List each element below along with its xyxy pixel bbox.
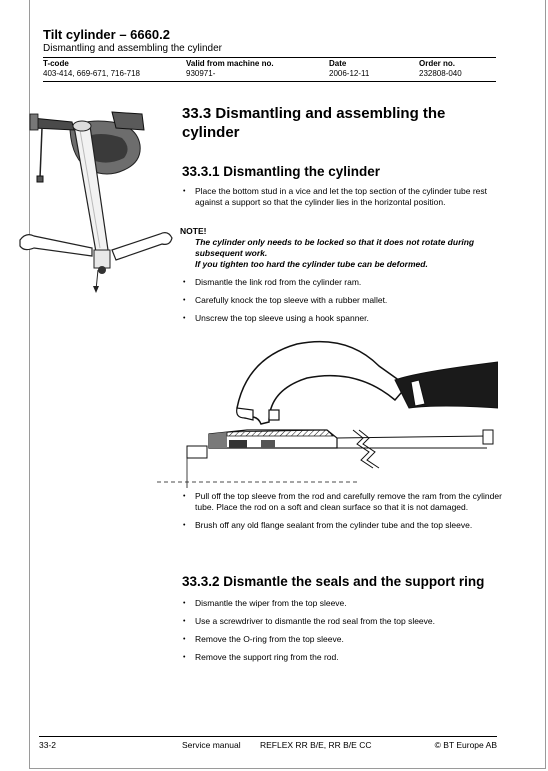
meta-order-no (419, 59, 496, 79)
steps-list-a (182, 186, 502, 208)
meta-label: Date (329, 59, 347, 68)
steps-list-b (182, 277, 502, 324)
meta-value: 2006-12-11 (329, 69, 370, 78)
document-subtitle: Dismantling and assembling the cylinder (43, 43, 222, 54)
meta-table (43, 59, 496, 79)
hook-spanner-illustration (157, 338, 498, 488)
footer-company: © BT Europe AB (434, 740, 497, 750)
meta-tcode (43, 59, 186, 79)
subsection-title-dismantling: 33.3.1 Dismantling the cylinder (182, 164, 381, 179)
list-item: • Unscrew the top sleeve using a hook spanner. (182, 313, 502, 324)
list-item: • Carefully knock the top sleeve with a rubber mallet. (182, 295, 502, 306)
meta-date (329, 59, 419, 79)
footer-row (39, 739, 497, 751)
list-item: • Place the bottom stud in a vice and let the top section of the cylinder tube rest against a support so that the cylinder lies in the horizontal position. (182, 186, 502, 208)
steps-list-c (182, 491, 502, 531)
list-item: • Remove the O-ring from the top sleeve. (182, 634, 502, 645)
document-title: Tilt cylinder – 6660.2 (43, 27, 170, 42)
list-item: • Use a screwdriver to dismantle the rod seal from the top sleeve. (182, 616, 502, 627)
list-item: • Dismantle the wiper from the top sleeve. (182, 598, 502, 609)
header-rule-bottom (43, 81, 496, 82)
note-line: The cylinder only needs to be locked so that it does not rotate during subsequent work. (195, 237, 475, 258)
subsection-title-seals: 33.3.2 Dismantle the seals and the support ring (182, 574, 485, 589)
meta-value: 232808-040 (419, 69, 462, 78)
subsection-seals (182, 573, 502, 663)
meta-label: T-code (43, 59, 69, 68)
page-number: 33-2 (39, 740, 57, 750)
header-rule (43, 57, 496, 58)
list-item: • Pull off the top sleeve from the rod and carefully remove the ram from the cylinder tube. Place the rod on a soft and clean surface so that it is not damaged. (182, 491, 502, 513)
footer-manual: Service manual (182, 740, 241, 750)
vice-cylinder-illustration (12, 100, 177, 295)
steps-list-seals (182, 598, 502, 663)
meta-valid-from (186, 59, 329, 79)
note-block (182, 226, 502, 270)
section-title: 33.3 Dismantling and assembling the cylinder (182, 105, 446, 141)
list-item: • Remove the support ring from the rod. (182, 652, 502, 663)
meta-label: Valid from machine no. (186, 59, 274, 68)
meta-value: 403-414, 669-671, 716-718 (43, 69, 140, 78)
footer-rule (39, 736, 497, 737)
main-content (182, 104, 502, 208)
meta-value: 930971- (186, 69, 216, 78)
meta-label: Order no. (419, 59, 456, 68)
footer-model: REFLEX RR B/E, RR B/E CC (260, 740, 372, 750)
note-line: If you tighten too hard the cylinder tube can be deformed. (195, 259, 428, 269)
document-footer (39, 736, 497, 751)
document-header (43, 27, 496, 82)
note-label: NOTE! (180, 226, 207, 236)
list-item: • Brush off any old flange sealant from the cylinder tube and the top sleeve. (182, 520, 502, 531)
list-item: • Dismantle the link rod from the cylinder ram. (182, 277, 502, 288)
